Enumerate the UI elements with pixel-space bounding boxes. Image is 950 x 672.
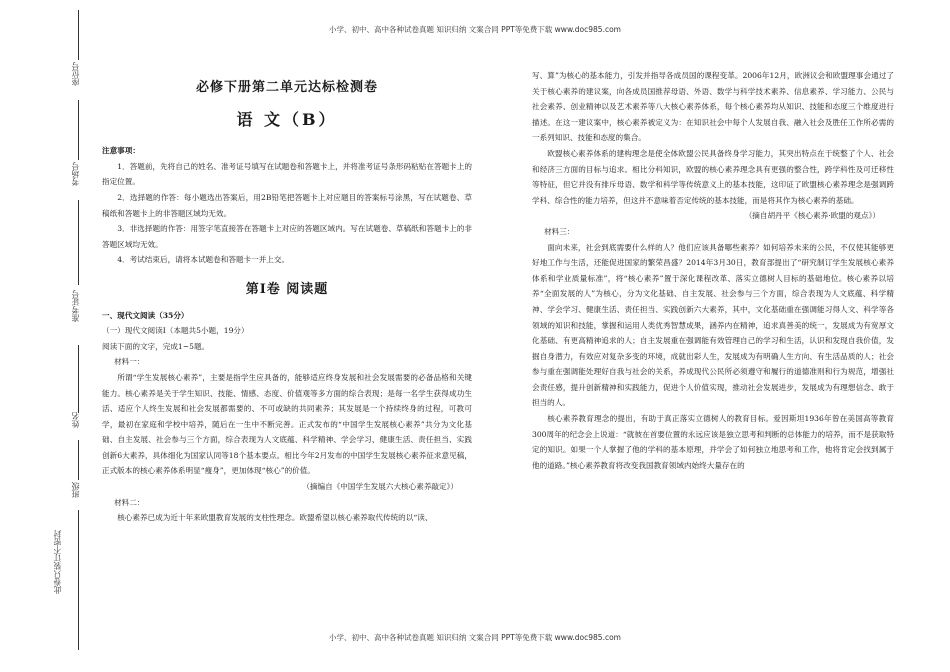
exam-title: 必修下册第二单元达标检测卷: [195, 80, 378, 95]
binding-line: [78, 100, 79, 160]
notes-heading: 注意事项：: [102, 146, 140, 156]
note-item: 1．答题前，先将自己的姓名、准考证号填写在试题卷和答题卡上，并将准考证号条形码粘贴在答题卡上的指定位置。: [102, 161, 472, 187]
note-item: 2．选择题的作答：每小题选出答案后，用2B铅笔把答题卡上对应题目的答案标号涂黑，写在试题卷、草稿纸和答题卡上的非答题区域均无效。: [102, 192, 472, 218]
instruction: 阅读下面的文字，完成1~5题。: [102, 341, 210, 351]
left-column: [102, 76, 472, 526]
binding-line: [78, 200, 79, 285]
binding-line: [78, 510, 79, 650]
binding-line: [78, 345, 79, 413]
seat-number-label: 座位号: [71, 62, 80, 86]
material2-source: （摘自胡丹平《核心素养·欧盟的观点》）: [744, 211, 880, 221]
page-footer: 小学、初中、高中各种试卷真题 知识归纳 文案合同 PPT等免费下载 www.doc985.com: [329, 633, 621, 642]
page-header: 小学、初中、高中各种试卷真题 知识归纳 文案合同 PPT等免费下载 www.doc985.com: [329, 25, 621, 34]
exam-room-label: 考场号: [71, 162, 80, 186]
note-item: 4．考试结束后，请将本试题卷和答题卡一并上交。: [117, 255, 290, 265]
material2-cont: 写、算”为核心的基本能力，引发并指导各成员国的课程变革。2006年12月，欧洲议会和欧盟理事会通过了关于核心素养的建议案，向各成员国推荐母语、外语、数学与科学技术素养、信息素养、学习能力、公民与社会素养、创业精神以及艺术素养等八大核心素养体系，每个核心素养均从知识、技能和态度三个维度进行描述。在这一建议案中，核心素养被定义为：在知识社会中每个人发展自我、融入社会及胜任工作所必需的一系列知识、技能和态度的集合。: [532, 71, 894, 143]
sub-heading: （一）现代文阅读Ⅰ（本题共5小题，19分）: [102, 326, 249, 336]
seal-notice: 此卷只装订不密封: [53, 530, 62, 594]
material3-para2: 核心素养教育理念的提出，有助于真正落实立德树人的教育目标。爱因斯坦1936年曾在美国高等教育300周年的纪念会上说道：“就彼在首要位置的永远应该是独立思考和判断的总体能力的培养，而不是获取特定的知识。如果一个人掌握了他的学科的基本原理，并学会了如何独立地思考和工作，他将肯定会找到属于他的道路。”核心素养教育将改变我国教育领域内始终大量存在的: [532, 414, 894, 470]
material1-text: 所谓“学生发展核心素养”，主要是指学生应具备的，能够适应终身发展和社会发展需要的必备品格和关键能力。核心素养是关于学生知识、技能、情感、态度、价值观等多方面的综合表现；是每一名学生获得成功生活、适应个人终生发展和社会发展都需要的、不可或缺的共同素养；其发展是一个持续终身的过程，可教可学，最初在家庭和学校中培养，随后在一生中不断完善。正式发布的“中国学生发展核心素养”共分为文化基础、自主发展、社会参与三个方面，综合表现为人文底蕴、科学精神、学会学习、健康生活、责任担当、实践创新6大素养，具体细化为国家认同等18个基本要点。相比今年2月发布的中国学生发展核心素养征求意见稿，正式版本的核心素养体系明显“瘦身”，更加体现“核心”的价值。: [102, 372, 472, 476]
material2-label: 材料二：: [114, 497, 145, 507]
material3-label: 材料三：: [544, 226, 575, 236]
section-title: 第Ⅰ卷 阅读题: [245, 281, 329, 297]
part-heading: 一、现代文阅读（35分）: [102, 310, 189, 320]
right-column: [532, 68, 894, 473]
material1-label: 材料一：: [114, 357, 145, 367]
class-label: 班级: [71, 482, 80, 498]
binding-line: [78, 440, 79, 480]
note-item: 3．非选择题的作答：用签字笔直接答在答题卡上对应的答题区域内。写在试题卷、草稿纸和答题卡上的非答题区域均无效。: [102, 224, 472, 249]
admission-number-label: 准考证号: [71, 290, 80, 322]
material3-para1: 面向未来，社会到底需要什么样的人？他们应该具备哪些素养？如何培养未来的公民，不仅使其能够更好地工作与生活，还能促进国家的繁荣昌盛？2014年3月30日，教育部提出了“研究制订学生发展核心素养体系和学业质量标准”，将“核心素养”置于深化课程改革、落实立德树人目标的基础地位。核心素养以培养“全面发展的人”为核心，分为文化基础、自主发展、社会参与三个方面，综合表现为人文底蕴、科学精神、学会学习、健康生活、责任担当、实践创新六大素养，其中，文化基础重在强调能习得人文、科学等各领域的知识和技能，掌握和运用人类优秀智慧成果，涵养内在精神，追求真善美的统一，发展成为有宽厚文化基础、有更高精神追求的人；自主发展重在强调能有效管理自己的学习和生活，认识和发现自我价值，发掘自身潜力，有效应对复杂多变的环境，成就出彩人生，发展成为有明确人生方向、有生活品质的人；社会参与重在强调能处理好自我与社会的关系，养成现代公民所必须遵守和履行的道德准则和行为规范，增强社会责任感，提升创新精神和实践能力，促进个人价值实现，推动社会发展进步，发展成为有理想信念、敢于担当的人。: [532, 242, 894, 408]
material1-source: （摘编自《中国学生发展六大核心素养敲定》）: [302, 482, 458, 492]
material2-para2: 欧盟核心素养体系的建构理念是使全体欧盟公民具备终身学习能力，其突出特点在于统整了个人、社会和经济三方面的目标与追求。相比分科知识，欧盟的核心素养理念具有更强的整合性，跨学科性及可迁移性等特征，但它并没有排斥母语、数学和科学等传统意义上的基本技能，这印证了欧盟核心素养理念是强调跨学科、综合性的能力培养，但这并不意味着否定传统的基本技能，而是将其作为核心素养的基础。: [532, 148, 894, 205]
binding-line: [78, 10, 79, 60]
material2-start: 核心素养已成为近十年来欧盟教育发展的支柱性理念。欧盟希望以核心素养取代传统的以“读、: [117, 513, 433, 523]
exam-subject: 语 文（B）: [236, 109, 338, 129]
name-label: 姓名: [71, 412, 80, 428]
